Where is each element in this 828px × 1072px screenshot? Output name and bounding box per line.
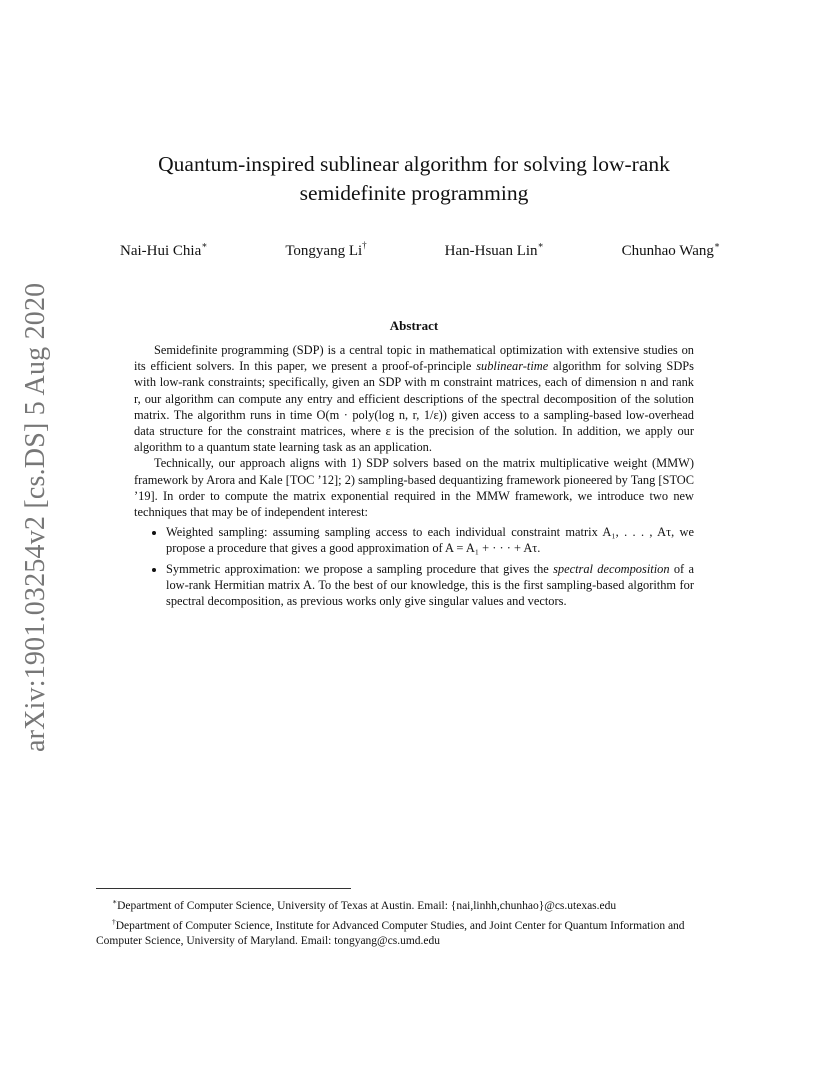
footnotes — [96, 894, 732, 949]
footnote-mark: ∗ — [112, 897, 118, 906]
author-name: Nai-Hui Chia — [120, 243, 202, 259]
author — [445, 241, 544, 260]
abstract-paragraph — [134, 342, 694, 455]
list-item — [166, 561, 694, 610]
arxiv-identifier: arXiv:1901.03254v2 [cs.DS] 5 Aug 2020 — [20, 282, 51, 752]
affiliation-mark: ∗ — [537, 240, 544, 250]
footnote-mark: † — [112, 916, 116, 926]
author — [285, 241, 366, 260]
abstract-body — [134, 342, 694, 613]
emphasis-text: spectral decomposition — [553, 561, 670, 576]
affiliation-mark: † — [362, 240, 367, 250]
author — [622, 241, 720, 260]
abstract-text: Symmetric approximation: we propose a sampling procedure that gives the — [166, 561, 554, 576]
affiliation-mark: ∗ — [713, 240, 720, 250]
footnote-text: Department of Computer Science, University of Texas at Austin. Email: {nai,linhh,chunhao}@cs.utexas.edu — [117, 899, 617, 912]
author-name: Chunhao Wang — [621, 243, 714, 259]
author — [120, 241, 207, 260]
footnote-rule — [96, 888, 351, 889]
footnote — [96, 894, 732, 914]
author-list — [120, 241, 720, 260]
abstract-text: of a low-rank Hermitian matrix A. To the best of our knowledge, this is the first sampling-based algorithm for spectral decomposition, as previous works only give singular values and vectors. — [166, 561, 694, 609]
emphasis-text: sublinear-time — [476, 359, 549, 374]
abstract-text: Semidefinite programming (SDP) is a central topic in mathematical optimization with extensive studies on its efficient solvers. In this paper, we present a proof-of-principle — [134, 343, 694, 374]
footnote-text: Department of Computer Science, Institute for Advanced Computer Studies, and Joint Center for Quantum Information and Computer Science, University of Maryland. Email: tongyang@cs.umd.edu — [96, 919, 685, 947]
affiliation-mark: ∗ — [201, 240, 208, 250]
abstract-paragraph: Technically, our approach aligns with 1) SDP solvers based on the matrix multiplicative weight (MMW) framework by Arora and Kale [TOC ’12]; 2) sampling-based dequantizing framework pioneered by Tang [STOC ’19]. In order to compute the matrix exponential required in the MMW framework, we introduce two new techniques that may be of independent interest: — [134, 456, 694, 520]
author-name: Tongyang Li — [285, 243, 363, 259]
paper-title: Quantum-inspired sublinear algorithm for solving low-rank semidefinite programming — [158, 152, 670, 205]
list-item: • Weighted sampling: assuming sampling access to each individual constraint matrix A₁, . . . , Aτ, we propose a procedure that gives a good approximation of A = A₁ + · · · + Aτ. — [166, 524, 694, 556]
footnote — [96, 914, 732, 949]
author-name: Han-Hsuan Lin — [444, 243, 538, 259]
abstract-heading: Abstract — [389, 318, 439, 333]
technique-list — [134, 524, 694, 609]
abstract-text: algorithm for solving SDPs with low-rank constraints; specifically, given an SDP with m constraint matrices, each of dimension n and rank r, our algorithm can compute any entry and efficient descriptions of the spectral decomposition of the solution matrix. The algorithm runs in time O(m · poly(log n, r, 1/ε)) given access to a sampling-based low-overhead data structure for the constraint matrices, where ε is the precision of the solution. In addition, we apply our algorithm to a quantum state learning task as an application. — [134, 359, 694, 455]
